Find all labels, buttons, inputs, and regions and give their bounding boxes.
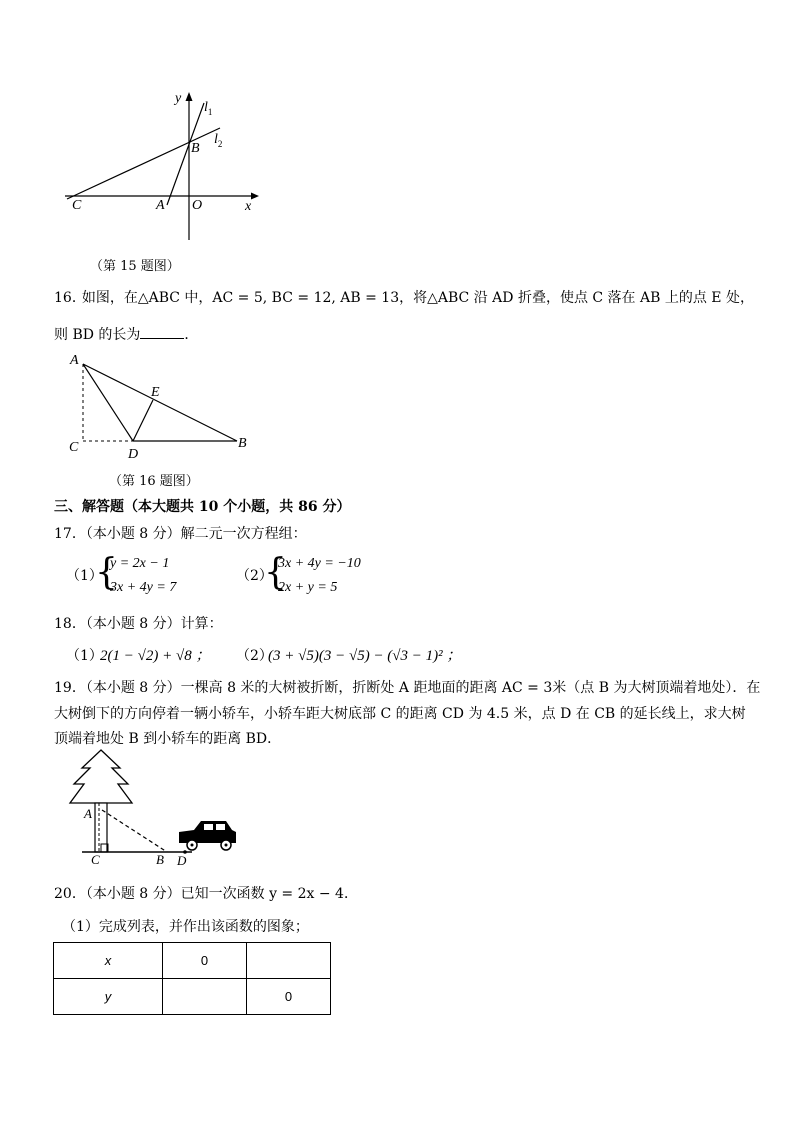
point-a-label: A — [70, 353, 79, 368]
table-cell: 0 — [247, 979, 331, 1015]
question-19-line1: 19．（本小题 8 分）一棵高 8 米的大树被折断，折断处 A 距地面的距离 AC = 3米（点 B 为大树顶端着地处）．在 — [54, 680, 761, 696]
x-axis-label: x — [245, 199, 252, 214]
point-a-label: A — [156, 198, 165, 213]
q17-part2-brace: { — [264, 552, 287, 593]
point-o-label: O — [192, 198, 203, 213]
l1-label: $l_1$ — [204, 100, 213, 117]
question-20-header: 20．（本小题 8 分）已知一次函数 y = 2x − 4． — [54, 886, 358, 902]
point-c-label: C — [69, 440, 79, 455]
q18-part1-expr: 2(1 − √2) + √8 ； — [100, 648, 211, 664]
table-row — [54, 943, 331, 979]
figure-16-diagram — [65, 348, 255, 463]
question-17-header: 17．（本小题 8 分）解二元一次方程组： — [54, 526, 307, 542]
point-c-label: C — [91, 852, 100, 866]
q17-part2-label: （2） — [236, 568, 273, 584]
question-16-line2: 则 BD 的长为 ． — [54, 327, 199, 343]
q18-part2-label: （2） — [236, 648, 273, 664]
table-cell-input[interactable] — [163, 979, 247, 1015]
q17-part1-brace: { — [95, 552, 118, 593]
figure-16-caption: （第 16 题图） — [109, 474, 199, 489]
l2-label: $l_2$ — [214, 132, 223, 149]
point-d-label: D — [177, 853, 187, 866]
figure-15-caption: （第 15 题图） — [90, 259, 180, 274]
q17-part1-eq2: 3x + 4y = 7 — [110, 580, 177, 595]
point-b-label: B — [191, 141, 200, 156]
point-a-label: A — [84, 806, 92, 821]
q18-part1-label: （1） — [66, 648, 103, 664]
table-header-cell: x — [54, 943, 163, 979]
point-b-label: B — [156, 852, 164, 866]
question-19-line2: 大树倒下的方向停着一辆小轿车，小轿车距大树底部 C 的距离 CD 为 4.5 米，点 D 在 CB 的延长线上，求大树 — [54, 706, 746, 722]
point-d-label: D — [128, 447, 139, 462]
q17-part2-eq1: 3x + 4y = −10 — [278, 556, 361, 571]
tree-crown-icon — [70, 750, 132, 803]
y-axis-label: y — [175, 91, 182, 106]
figure-19-diagram — [64, 748, 249, 866]
question-19-line3: 顶端着地处 B 到小轿车的距离 BD． — [54, 731, 282, 747]
question-20-part1: （1）完成列表，并作出该函数的图象； — [62, 919, 309, 935]
section-3-title: 三、解答题（本大题共 10 个小题，共 86 分） — [54, 499, 351, 515]
value-table — [53, 942, 331, 1015]
table-header-cell: y — [54, 979, 163, 1015]
point-c-label: C — [72, 198, 82, 213]
table-cell-input[interactable] — [247, 943, 331, 979]
q17-part1-eq1: y = 2x − 1 — [110, 556, 170, 571]
q17-part1-label: （1） — [66, 568, 103, 584]
answer-blank[interactable] — [140, 326, 184, 339]
figure-15-diagram — [55, 85, 270, 245]
q17-part2-eq2: 2x + y = 5 — [278, 580, 338, 595]
table-cell: 0 — [163, 943, 247, 979]
point-b-label: B — [238, 436, 247, 451]
table-row — [54, 979, 331, 1015]
car-icon — [179, 821, 236, 850]
question-18-header: 18．（本小题 8 分）计算： — [54, 616, 223, 632]
point-e-label: E — [151, 385, 160, 400]
question-16-line1: 16．如图，在△ABC 中，AC = 5, BC = 12, AB = 13，将△ABC 沿 AD 折叠，使点 C 落在 AB 上的点 E 处， — [54, 290, 754, 306]
q18-part2-expr: (3 + √5)(3 − √5) − (√3 − 1)² ； — [268, 648, 462, 664]
